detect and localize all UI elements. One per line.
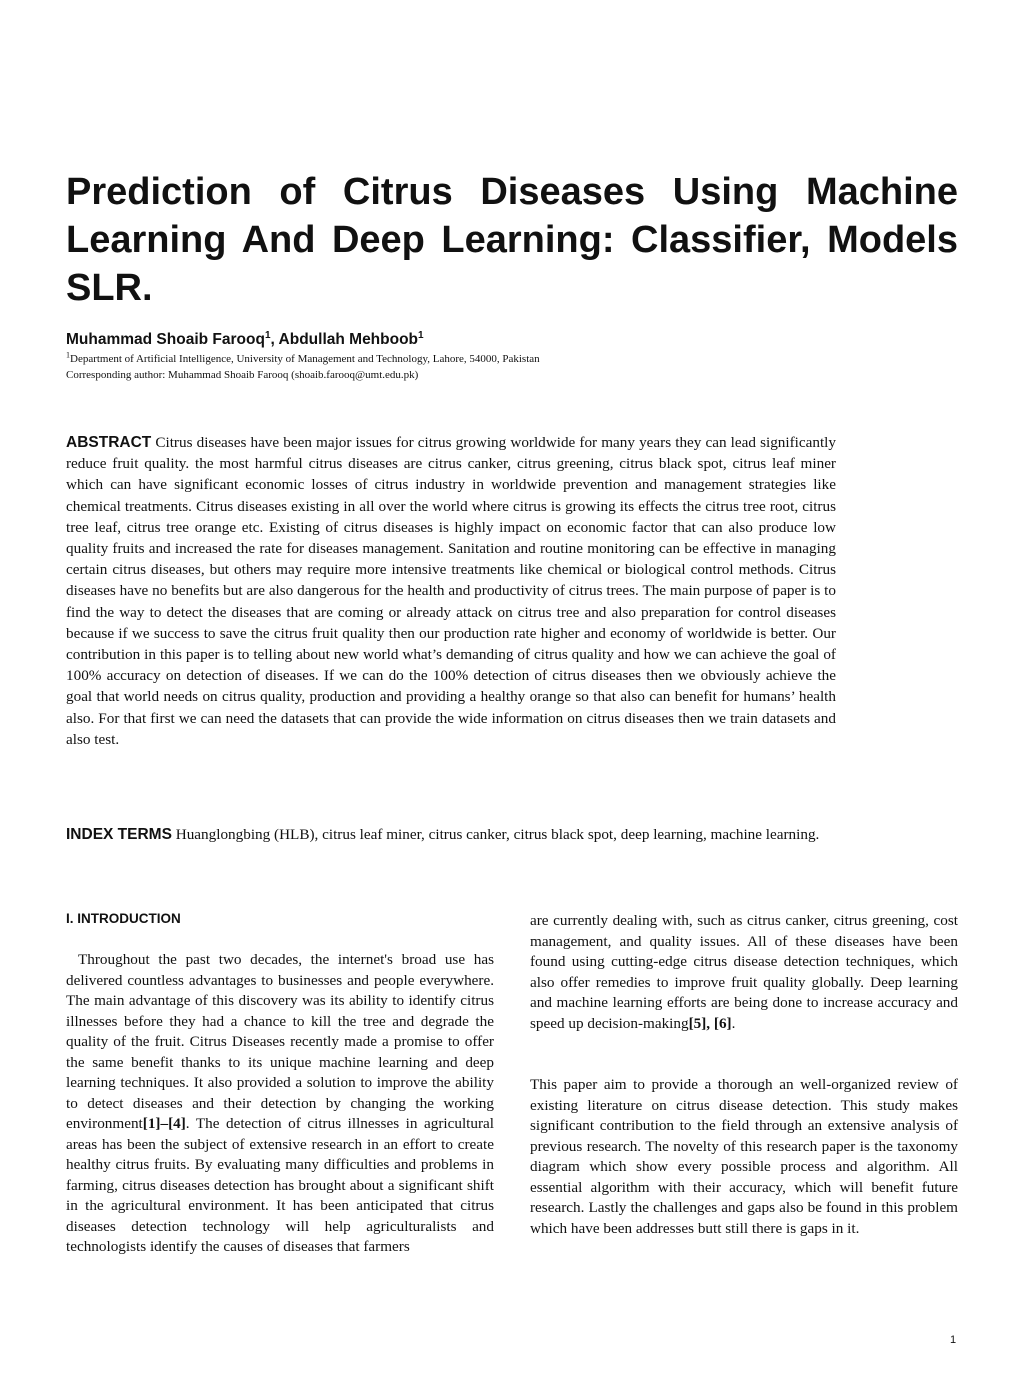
department-text: Department of Artificial Intelligence, University of Management and Technology, Lahore, 54000, Pakistan bbox=[70, 353, 540, 365]
paper-title: Prediction of Citrus Diseases Using Machine Learning And Deep Learning: Classifier, Models SLR. bbox=[66, 171, 958, 309]
author-separator: , bbox=[270, 331, 279, 348]
abstract-paragraph bbox=[66, 432, 836, 750]
index-terms-text: Huanglongbing (HLB), citrus leaf miner, citrus canker, citrus black spot, deep learning, machine learning. bbox=[175, 826, 820, 843]
citation-ref: [1]–[4] bbox=[142, 1115, 186, 1132]
abstract-text: Citrus diseases have been major issues for citrus growing worldwide for many years they can lead significantly reduce fruit quality. the most harmful citrus diseases are citrus canker, citrus greening, citrus black spot, citrus leaf miner which can have significant economic losses of citrus industry in worldwide prevention and management strategies like chemical treatments. Citrus diseases existing in all over the world where citrus is growing its effects the citrus tree root, citrus tree leaf, citrus tree orange etc. Existing of citrus diseases is highly impact on economic factor that can also produce low quality fruits and increased the rate for diseases management. Sanitation and routine monitoring can be effective in managing certain citrus diseases, but others may require more intensive treatments like chemical or biological control methods. Citrus diseases have no benefits but are also dangerous for the health and productivity of citrus trees. The main purpose of paper is to find the way to detect the diseases that are coming or already attack on citrus tree and also preparation for control diseases because if we success to save the citrus fruit quality then our production rate higher and economy of worldwide is better. Our contribution in this paper is to telling about new world what’s demanding of citrus quality and how we can achieve the goal of 100% accuracy on detection of diseases. If we can do the 100% detection of citrus diseases then we obviously achieve the goal that world needs on citrus quality, production and providing a healthy orange so that also can benefit for humans’ health also. For that first we can need the datasets that can provide the wide information on citrus diseases then we train datasets and also test. bbox=[66, 434, 836, 748]
section-heading: I. INTRODUCTION bbox=[66, 911, 181, 926]
intro-right-paragraph-2: This paper aim to provide a thorough an well-organized review of existing literature on citrus disease detection. This study makes significant contribution to the field through an extensive analysis of previous research. The novelty of this research paper is the taxonomy diagram which show every possible process and algorithm. All essential algorithm with their accuracy, which will benefit future research. Lastly the challenges and gaps also be found in this problem which have been addresses butt still there is gaps in it. bbox=[530, 1076, 958, 1237]
corresponding-author: Corresponding author: Muhammad Shoaib Farooq (shoaib.farooq@umt.edu.pk) bbox=[66, 369, 419, 381]
intro-left-column bbox=[66, 950, 494, 1258]
page-number: 1 bbox=[950, 1334, 957, 1346]
affiliation-block bbox=[66, 351, 958, 383]
intro-text: . bbox=[731, 1014, 736, 1032]
affiliation-marker: 1 bbox=[66, 350, 70, 360]
citation-ref: [5], [6] bbox=[688, 1014, 732, 1032]
affiliation-marker: 1 bbox=[418, 329, 424, 341]
intro-text: Throughout the past two decades, the internet's broad use has delivered countless advantages to businesses and people everywhere. The main advantage of this discovery was its ability to identify citrus illnesses before they had a chance to kill the tree and degrade the quality of the fruit. Citrus Diseases recently made a promise to offer the same benefit thanks to its unique machine learning and deep learning techniques. It also provided a solution to improve the ability to detect diseases and their detection by changing the working environment bbox=[66, 951, 494, 1132]
abstract-label: ABSTRACT bbox=[66, 434, 152, 451]
affiliation-marker: 1 bbox=[264, 329, 271, 341]
index-terms-label: INDEX TERMS bbox=[66, 826, 172, 843]
author-line bbox=[66, 330, 424, 350]
affiliation-line bbox=[66, 351, 958, 367]
intro-text: are currently dealing with, such as citrus canker, citrus greening, cost management, and quality issues. All of these diseases have been found using cutting-edge citrus disease detection techniques, which also offer remedies to improve fruit quality globally. Deep learning and machine learning efforts are being done to increase accuracy and speed up decision-making bbox=[530, 912, 958, 1032]
intro-right-paragraph-1 bbox=[530, 911, 958, 1034]
intro-text: . The detection of citrus illnesses in agricultural areas has been the subject of extensive research in an effort to create healthy citrus fruits. By evaluating many difficulties and problems in farming, citrus diseases detection has brought about a significant shift in the agricultural environment. It has been anticipated that citrus diseases detection technology will help agriculturalists and technologists identify the causes of diseases that farmers bbox=[66, 1115, 494, 1255]
author-name: Muhammad Shoaib Farooq bbox=[66, 331, 265, 348]
index-terms-paragraph bbox=[66, 824, 836, 845]
author-name: Abdullah Mehboob bbox=[278, 331, 419, 348]
